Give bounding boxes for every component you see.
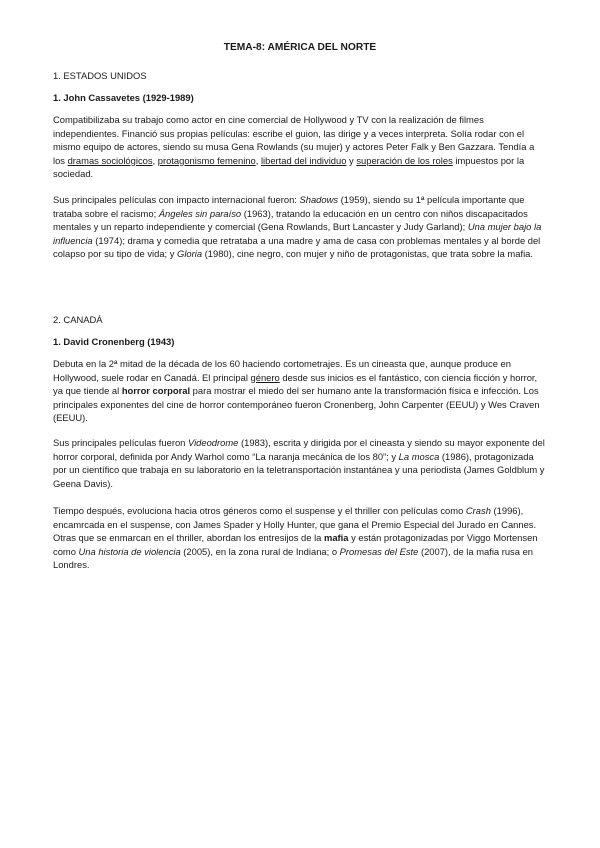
underlined-term: libertad del individuo: [260, 154, 347, 166]
paragraph: [53, 357, 548, 425]
film-title: Videodrome: [187, 437, 239, 448]
text-run: desde sus inicios es el fantástico, con ciencia ficción y horror, ya que tiende al: [53, 371, 538, 397]
text-run: ,: [152, 154, 158, 166]
film-title: Una historia de violencia: [78, 545, 181, 557]
text-run: (2007), de la mafia rusa en Londres.: [53, 545, 533, 571]
text-run: (2005), en la zona rural de Indiana; o: [180, 545, 340, 557]
film-title: Una mujer bajo la influencia: [53, 221, 542, 246]
text-run: ,: [255, 154, 261, 166]
text-run: Sus principales películas fueron: [53, 437, 188, 448]
text-run: y están protagonizadas por Viggo Mortensen como: [53, 532, 538, 557]
text-run: (1996), encamrcada en el suspense, con James Spader y Holly Hunter, que gana el Premio Especial del Jurado en Cannes. Otras que se enmarcan en el thriller, abordan los entresijos de la: [53, 505, 537, 544]
text-run: Sus principales películas con impacto internacional fueron:: [53, 194, 300, 205]
text-run: Compatibilizaba su trabajo como actor en cine comercial de Hollywood y TV con la realización de filmes independientes. Financió sus propias películas: escribe el guion, las dirige y a veces interpreta. Solía rodar con el mismo equipo de actores, siendo su musa Gena Rowlands (su mujer) y actores Peter Falk y Ben Gazzara. Tendía a los: [53, 114, 535, 166]
section-heading-estados-unidos: 1. ESTADOS UNIDOS: [53, 70, 147, 81]
text-run: Debuta en la 2ª mitad de la década de los 60 haciendo cortometrajes. Es un cineasta que, aunque produce en Hollywood, suele rodar en Canadá. El principal: [53, 358, 511, 383]
document-title: TEMA-8: AMÉRICA DEL NORTE: [223, 42, 377, 53]
text-run: para mostrar el miedo del ser humano ante la transformación física e infección. Los principales exponentes del cine de horror contemporáneo fueron Cronenberg, John Carpenter (EEUU) y Wes Craven (EEUU).: [53, 385, 540, 424]
film-title: Gloria: [177, 248, 203, 260]
text-run: (1983), escrita y dirigida por el cineasta y siendo su mayor exponente del horror corporal, definida por Andy Warhol como “La naranja mecánica de los 80”; y: [53, 437, 545, 462]
film-title: Crash: [465, 505, 491, 516]
film-title: Ángeles sin paraíso: [158, 207, 242, 219]
paragraph: [53, 113, 548, 181]
bold-term: mafia: [323, 532, 349, 544]
text-run: (1959), siendo su 1ª película importante que trataba sobre el racismo;: [53, 194, 525, 219]
text-run: (1986), protagonizada por un científico que trabaja en su laboratorio en la teletransportación instantánea y una periodista (James Goldblum y Geena Davis).: [53, 450, 545, 489]
underlined-term: dramas sociológicos: [67, 154, 153, 166]
paragraph: [53, 504, 548, 572]
text-run: (1963), tratando la educación en un centro con niños discapacitados mentales y un reparto independiente y comercial (Gena Rowlands, Burt Lancaster y Judy Garland);: [53, 207, 528, 233]
underlined-term: género: [250, 371, 280, 383]
text-run: (1974); drama y comedia que retrataba a una madre y ama de casa con problemas mentales y al borde del colapso por su tipo de vida; y: [53, 234, 541, 260]
film-title: Promesas del Este: [339, 545, 419, 557]
subheading-david-cronenberg: 1. David Cronenberg (1943): [53, 336, 175, 347]
text-run: y: [346, 154, 357, 166]
text-run: (1980), cine negro, con mujer y niño de protagonistas, que trata sobre la mafia.: [202, 248, 533, 260]
text-run: Tiempo después, evoluciona hacia otros géneros como el suspense y el thriller con películas como: [53, 505, 466, 516]
text-run: impuestos por la sociedad.: [53, 154, 525, 180]
paragraph: [53, 193, 548, 261]
section-heading-canada: 2. CANADÁ: [53, 314, 103, 325]
underlined-term: superación de los roles: [356, 154, 453, 166]
bold-term: horror corporal: [121, 385, 191, 397]
film-title: La mosca: [398, 450, 440, 462]
paragraph: [53, 436, 548, 490]
subheading-john-cassavetes: 1. John Cassavetes (1929-1989): [53, 92, 194, 103]
underlined-term: protagonismo femenino: [157, 154, 256, 166]
film-title: Shadows: [299, 194, 339, 205]
